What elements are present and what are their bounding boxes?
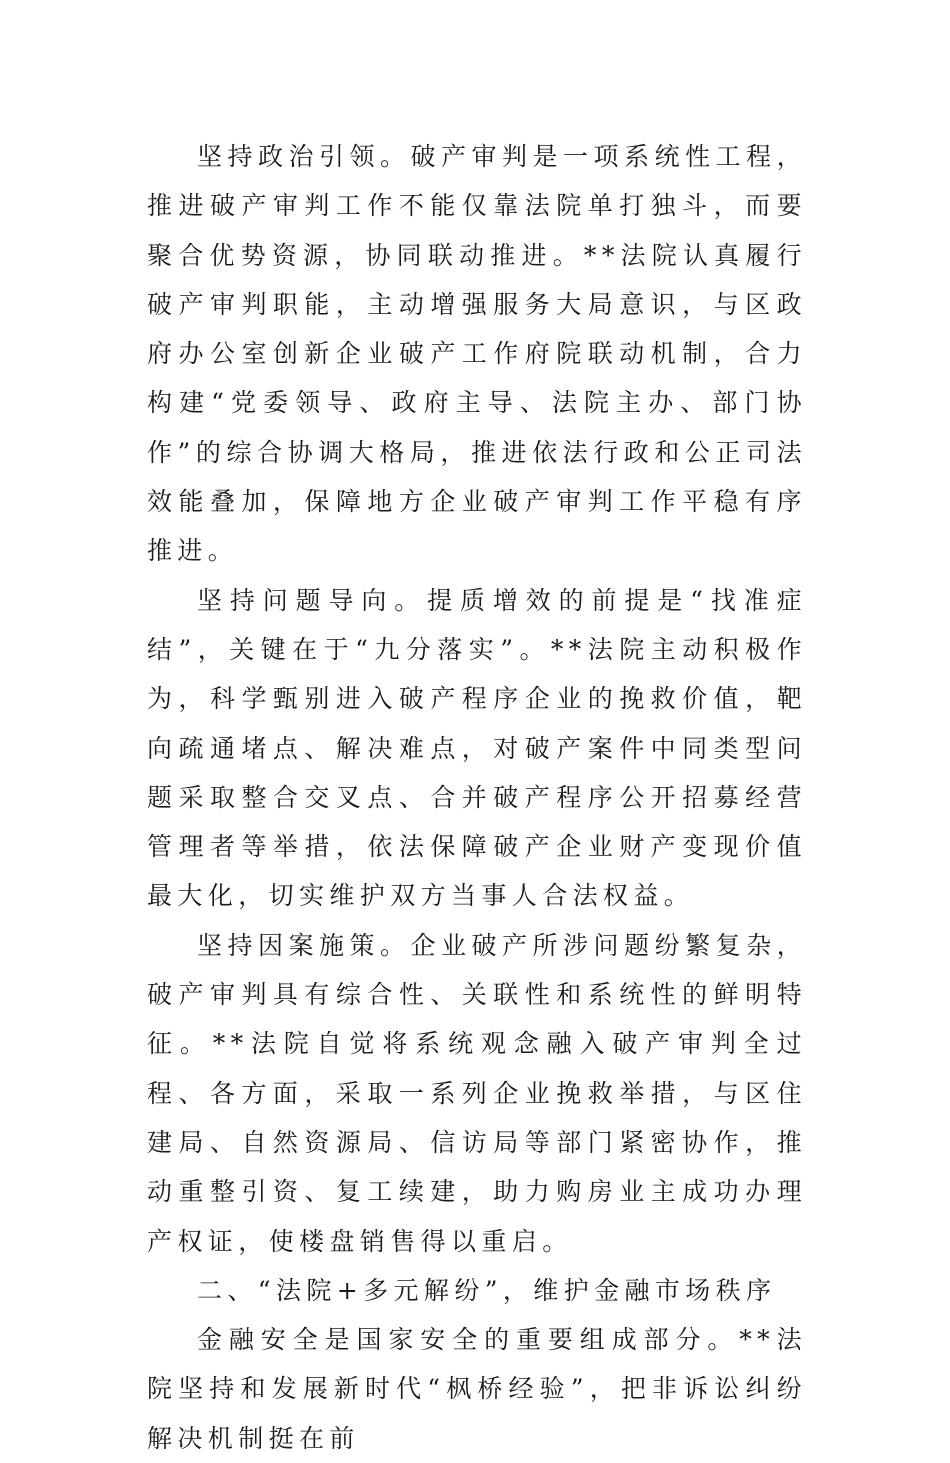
section-heading-court-dispute-resolution: 二、“法院+多元解纷”，维护金融市场秩序 xyxy=(197,1275,777,1305)
paragraph-financial-security: 金融安全是国家安全的重要组成部分。**法院坚持和发展新时代“枫桥经验”，把非诉讼纠纷解决机制挺在前 xyxy=(147,1325,807,1453)
paragraph-problem-orientation: 坚持问题导向。提质增效的前提是“找准症结”，关键在于“九分落实”。**法院主动积极作为，科学甄别进入破产程序企业的挽救价值，靶向疏通堵点、解决难点，对破产案件中同类型问题采取整合交叉点、合并破产程序公开招募经营管理者等举措，依法保障破产企业财产变现价值最大化，切实维护双方当事人合法权益。 xyxy=(147,585,807,911)
paragraph-political-leadership: 坚持政治引领。破产审判是一项系统性工程，推进破产审判工作不能仅靠法院单打独斗，而要聚合优势资源，协同联动推进。**法院认真履行破产审判职能，主动增强服务大局意识，与区政府办公室创新企业破产工作府院联动机制，合力构建“党委领导、政府主导、法院主办、部门协作”的综合协调大格局，推进依法行政和公正司法效能叠加，保障地方企业破产审判工作平稳有序推进。 xyxy=(147,142,807,566)
document-body xyxy=(147,132,807,1463)
paragraph-case-specific-measures: 坚持因案施策。企业破产所涉问题纷繁复杂，破产审判具有综合性、关联性和系统性的鲜明特征。**法院自觉将系统观念融入破产审判全过程、各方面，采取一系列企业挽救举措，与区住建局、自然资源局、信访局等部门紧密协作，推动重整引资、复工续建，助力购房业主成功办理产权证，使楼盘销售得以重启。 xyxy=(147,930,807,1256)
